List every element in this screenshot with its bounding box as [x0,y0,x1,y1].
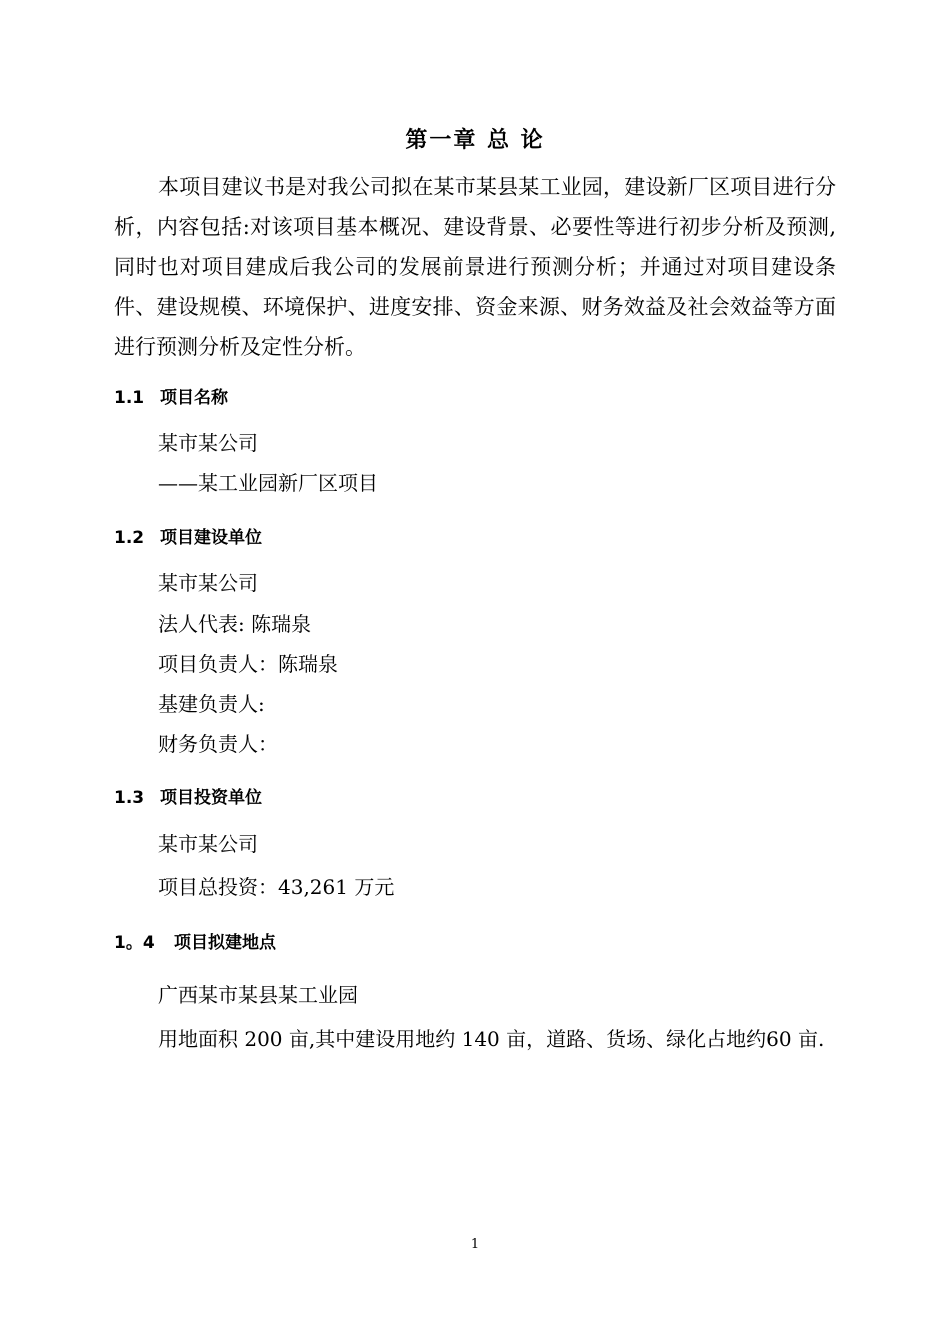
section-title: 项目名称 [160,388,228,408]
section-number: 1。4 [114,933,155,953]
section-heading-construction-unit [114,526,262,550]
section-number: 1.3 [114,788,145,808]
finance-manager: 财务负责人： [158,732,278,756]
legal-representative: 法人代表: 陈瑞泉 [158,612,312,636]
total-investment: 项目总投资：43,261 万元 [158,875,395,899]
land-area-paragraph: 用地面积 200 亩,其中建设用地约 140 亩，道路、货场、绿化占地约60 亩. [158,1027,825,1051]
section-title: 项目建设单位 [160,528,262,548]
section-number: 1.1 [114,388,145,408]
project-name-subtitle: ——某工业园新厂区项目 [158,471,378,495]
section-heading-location [114,931,276,955]
project-name-company: 某市某公司 [158,431,258,455]
page-number: 1 [470,1237,480,1252]
section-number: 1.2 [114,528,145,548]
project-manager: 项目负责人：陈瑞泉 [158,652,338,676]
location-address: 广西某市某县某工业园 [158,983,358,1007]
section-title: 项目投资单位 [160,788,262,808]
section-heading-investment-unit [114,786,262,810]
section-title: 项目拟建地点 [174,933,276,953]
section-heading-project-name [114,386,228,410]
investment-unit-company: 某市某公司 [158,832,258,856]
chapter-title: 第一章 总 论 [405,128,545,153]
construction-manager: 基建负责人: [158,692,265,716]
construction-unit-company: 某市某公司 [158,571,258,595]
intro-paragraph: 本项目建议书是对我公司拟在某市某县某工业园，建设新厂区项目进行分析，内容包括:对该项目基本概况、建设背景、必要性等进行初步分析及预测,同时也对项目建成后我公司的发展前景进行预测分析；并通过对项目建设条件、建设规模、环境保护、进度安排、资金来源、财务效益及社会效益等方面进行预测分析及定性分析。 [114,175,836,359]
